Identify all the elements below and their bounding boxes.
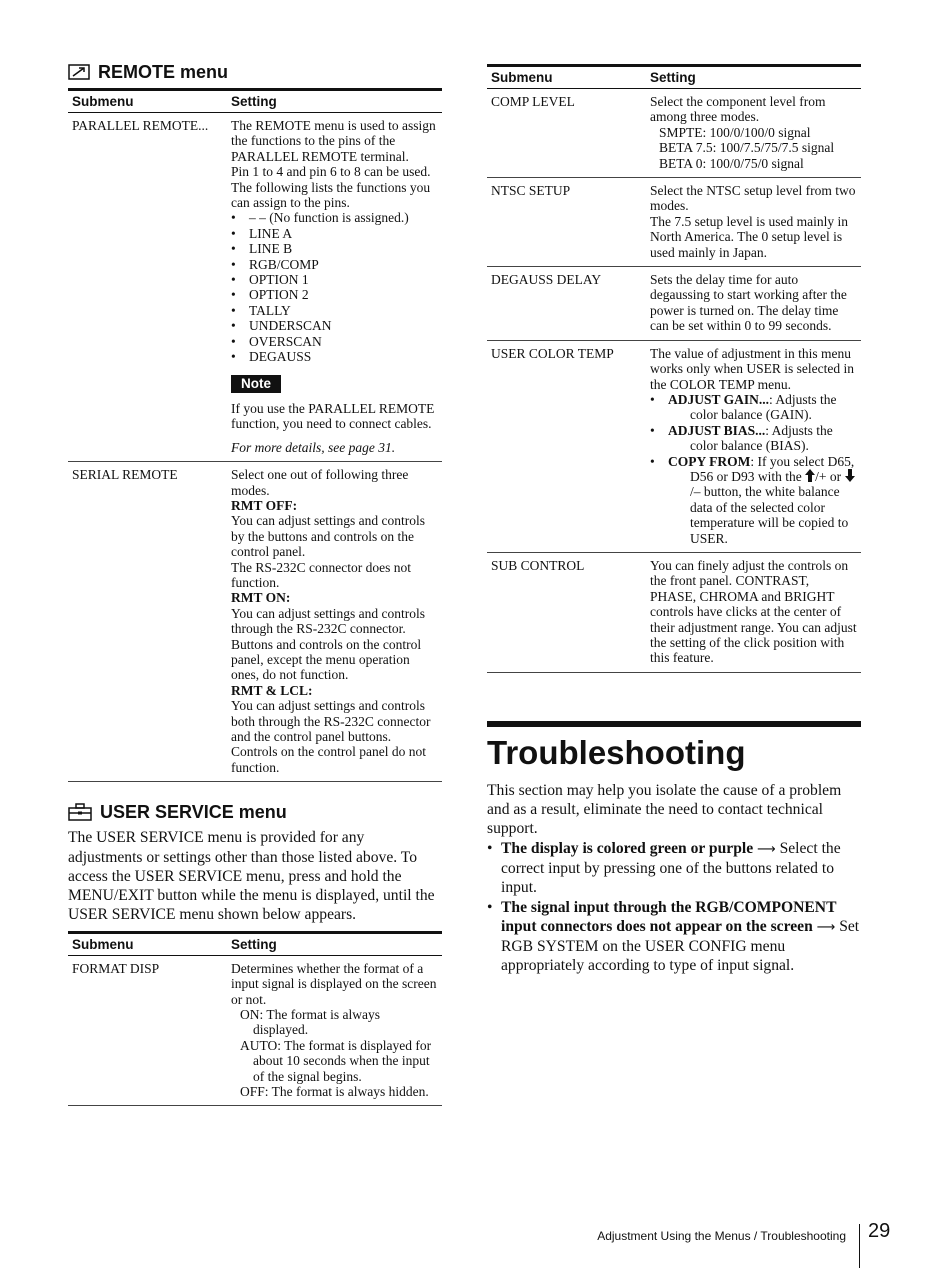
remote-icon bbox=[68, 64, 90, 80]
table-header-submenu: Submenu bbox=[68, 90, 227, 113]
setting-text: Buttons and controls on the control panel, except the menu operation ones, do not function. bbox=[231, 636, 422, 683]
table-row bbox=[68, 113, 442, 462]
submenu-name: SUB CONTROL bbox=[487, 552, 646, 672]
mode-label: RMT ON: bbox=[231, 590, 291, 606]
setting-text: Determines whether the format of a input signal is displayed on the screen or not. bbox=[231, 960, 437, 1007]
setting-cell: You can finely adjust the controls on the front panel. CONTRAST, PHASE, CHROMA and BRIGHT controls have clicks at the center of their adjustment range. You can adjust the setting of the click position with this feature. bbox=[646, 552, 861, 672]
option-label: COPY FROM bbox=[668, 453, 751, 469]
troubleshooting-intro: This section may help you isolate the cause of a problem and as a result, eliminate the need to contact technical support. bbox=[487, 781, 842, 838]
list-item: • – – (No function is assigned.) bbox=[231, 210, 438, 225]
list-item: • LINE B bbox=[231, 241, 438, 256]
setting-text: You can adjust settings and controls both through the RS-232C connector and the control panel buttons. bbox=[231, 698, 431, 745]
setting-cell bbox=[227, 462, 442, 782]
setting-cell bbox=[646, 340, 861, 552]
submenu-name: USER COLOR TEMP bbox=[487, 340, 646, 552]
user-service-menu-heading bbox=[68, 800, 442, 824]
list-item: • OVERSCAN bbox=[231, 334, 438, 349]
option-text: BETA 7.5: 100/7.5/75/7.5 signal bbox=[659, 140, 835, 156]
list-item bbox=[650, 392, 857, 423]
option-text: /+ or bbox=[815, 468, 845, 484]
option-text: ON: The format is always displayed. bbox=[240, 1006, 380, 1038]
setting-text: The value of adjustment in this menu works only when USER is selected in the COLOR TEMP menu. bbox=[650, 345, 854, 392]
left-column bbox=[68, 60, 442, 1106]
list-item bbox=[487, 898, 861, 976]
submenu-name: NTSC SETUP bbox=[487, 178, 646, 267]
submenu-name: DEGAUSS DELAY bbox=[487, 267, 646, 341]
troubleshooting-list bbox=[487, 839, 861, 976]
table-header-submenu: Submenu bbox=[68, 932, 227, 955]
table-row bbox=[487, 340, 861, 552]
setting-text: You can adjust settings and controls by the buttons and controls on the control panel. bbox=[231, 513, 425, 560]
option-label: ADJUST BIAS... bbox=[668, 422, 766, 438]
option-text: OFF: The format is always hidden. bbox=[240, 1083, 429, 1099]
submenu-name: FORMAT DISP bbox=[68, 955, 227, 1106]
footer-section-title: Adjustment Using the Menus / Troubleshooting bbox=[597, 1229, 846, 1243]
submenu-name: PARALLEL REMOTE... bbox=[68, 113, 227, 462]
setting-text: You can adjust settings and controls through the RS-232C connector. bbox=[231, 605, 425, 637]
section-rule bbox=[487, 721, 861, 727]
troubleshooting-title: Troubleshooting bbox=[487, 733, 746, 771]
table-row bbox=[487, 552, 861, 672]
table-row bbox=[487, 89, 861, 178]
table-header-setting: Setting bbox=[646, 66, 861, 89]
right-arrow-icon: ⟶ bbox=[816, 919, 836, 935]
setting-text: The RS-232C connector does not function. bbox=[231, 559, 411, 590]
option-text: AUTO: The format is displayed for about 10 seconds when the input of the signal begins. bbox=[240, 1037, 432, 1084]
remote-menu-table bbox=[68, 88, 442, 782]
setting-cell bbox=[646, 178, 861, 267]
setting-cell bbox=[646, 89, 861, 178]
setting-cell: Sets the delay time for auto degaussing to start working after the power is turned on. The delay time can be set within 0 to 99 seconds. bbox=[646, 267, 861, 341]
setting-text: Pin 1 to 4 and pin 6 to 8 can be used. The following lists the functions you can assign to the pins. bbox=[231, 164, 431, 211]
mode-label: RMT & LCL: bbox=[231, 682, 313, 698]
list-item: • OPTION 2 bbox=[231, 287, 438, 302]
submenu-name: SERIAL REMOTE bbox=[68, 462, 227, 782]
table-row bbox=[68, 462, 442, 782]
option-text: : Adjusts the color balance (BIAS). bbox=[690, 422, 833, 454]
table-header-submenu: Submenu bbox=[487, 66, 646, 89]
option-label: ADJUST GAIN... bbox=[668, 391, 770, 407]
page-footer bbox=[0, 1218, 950, 1258]
mode-label: RMT OFF: bbox=[231, 497, 298, 513]
list-item: • LINE A bbox=[231, 226, 438, 241]
up-arrow-icon bbox=[805, 469, 815, 484]
option-text: /– button, the white balance data of the selected color temperature will be copied to USER. bbox=[690, 484, 849, 546]
setting-text: Select one out of following three modes. bbox=[231, 467, 409, 498]
list-item: • OPTION 1 bbox=[231, 272, 438, 287]
color-temp-options bbox=[650, 392, 857, 546]
problem-text: The display is colored green or purple bbox=[501, 839, 754, 857]
table-row bbox=[487, 178, 861, 267]
option-text: : If you select D65, D56 or D93 with the bbox=[690, 453, 855, 484]
right-arrow-icon: ⟶ bbox=[757, 841, 776, 857]
submenu-name: COMP LEVEL bbox=[487, 89, 646, 178]
list-item: • DEGAUSS bbox=[231, 349, 438, 364]
setting-text: Select the NTSC setup level from two modes. bbox=[650, 183, 856, 214]
option-text: BETA 0: 100/0/75/0 signal bbox=[659, 155, 804, 171]
function-list bbox=[231, 210, 438, 364]
setting-cell bbox=[227, 955, 442, 1106]
footer-divider bbox=[859, 1224, 860, 1268]
note-text: If you use the PARALLEL REMOTE function, you need to connect cables. bbox=[231, 400, 435, 432]
table-header-setting: Setting bbox=[227, 932, 442, 955]
list-item: • RGB/COMP bbox=[231, 257, 438, 272]
note-badge: Note bbox=[231, 375, 281, 393]
right-column bbox=[487, 64, 861, 976]
solution-text: Select the correct input by pressing one of the buttons related to input. bbox=[501, 839, 841, 897]
list-item bbox=[650, 423, 857, 454]
setting-cell bbox=[227, 113, 442, 462]
cross-reference: For more details, see page 31. bbox=[231, 439, 396, 455]
down-arrow-icon bbox=[845, 469, 855, 484]
remote-menu-heading bbox=[68, 60, 442, 84]
option-text: : Adjusts the color balance (GAIN). bbox=[690, 391, 837, 423]
user-service-menu-title: USER SERVICE menu bbox=[100, 802, 287, 823]
setting-text: The 7.5 setup level is used mainly in North America. The 0 setup level is used mainly in Japan. bbox=[650, 213, 848, 260]
table-row bbox=[487, 267, 861, 341]
table-header-setting: Setting bbox=[227, 90, 442, 113]
option-text: SMPTE: 100/0/100/0 signal bbox=[659, 124, 811, 140]
remote-menu-title: REMOTE menu bbox=[98, 62, 229, 82]
table-row bbox=[68, 955, 442, 1106]
setting-text: Select the component level from among three modes. bbox=[650, 94, 826, 125]
list-item bbox=[487, 839, 861, 898]
solution-text: Set RGB SYSTEM on the USER CONFIG menu appropriately according to type of input signal. bbox=[501, 917, 860, 975]
user-service-table bbox=[68, 931, 442, 1107]
setting-text: Controls on the control panel do not function. bbox=[231, 744, 426, 775]
list-item: • TALLY bbox=[231, 303, 438, 318]
user-service-intro: The USER SERVICE menu is provided for any adjustments or settings other than those listed above. To access the USER SERVICE menu, press and hold the MENU/EXIT button while the menu is displayed, until the USER SERVICE menu shown below appears. bbox=[68, 829, 435, 924]
continued-menu-table bbox=[487, 64, 861, 673]
list-item bbox=[650, 454, 857, 546]
problem-text: The signal input through the RGB/COMPONENT input connectors does not appear on the screen bbox=[501, 898, 837, 935]
list-item: • UNDERSCAN bbox=[231, 318, 438, 333]
toolbox-icon bbox=[68, 803, 92, 821]
page-number: 29 bbox=[868, 1220, 891, 1242]
setting-text: The REMOTE menu is used to assign the functions to the pins of the PARALLEL REMOTE terminal. bbox=[231, 118, 436, 164]
